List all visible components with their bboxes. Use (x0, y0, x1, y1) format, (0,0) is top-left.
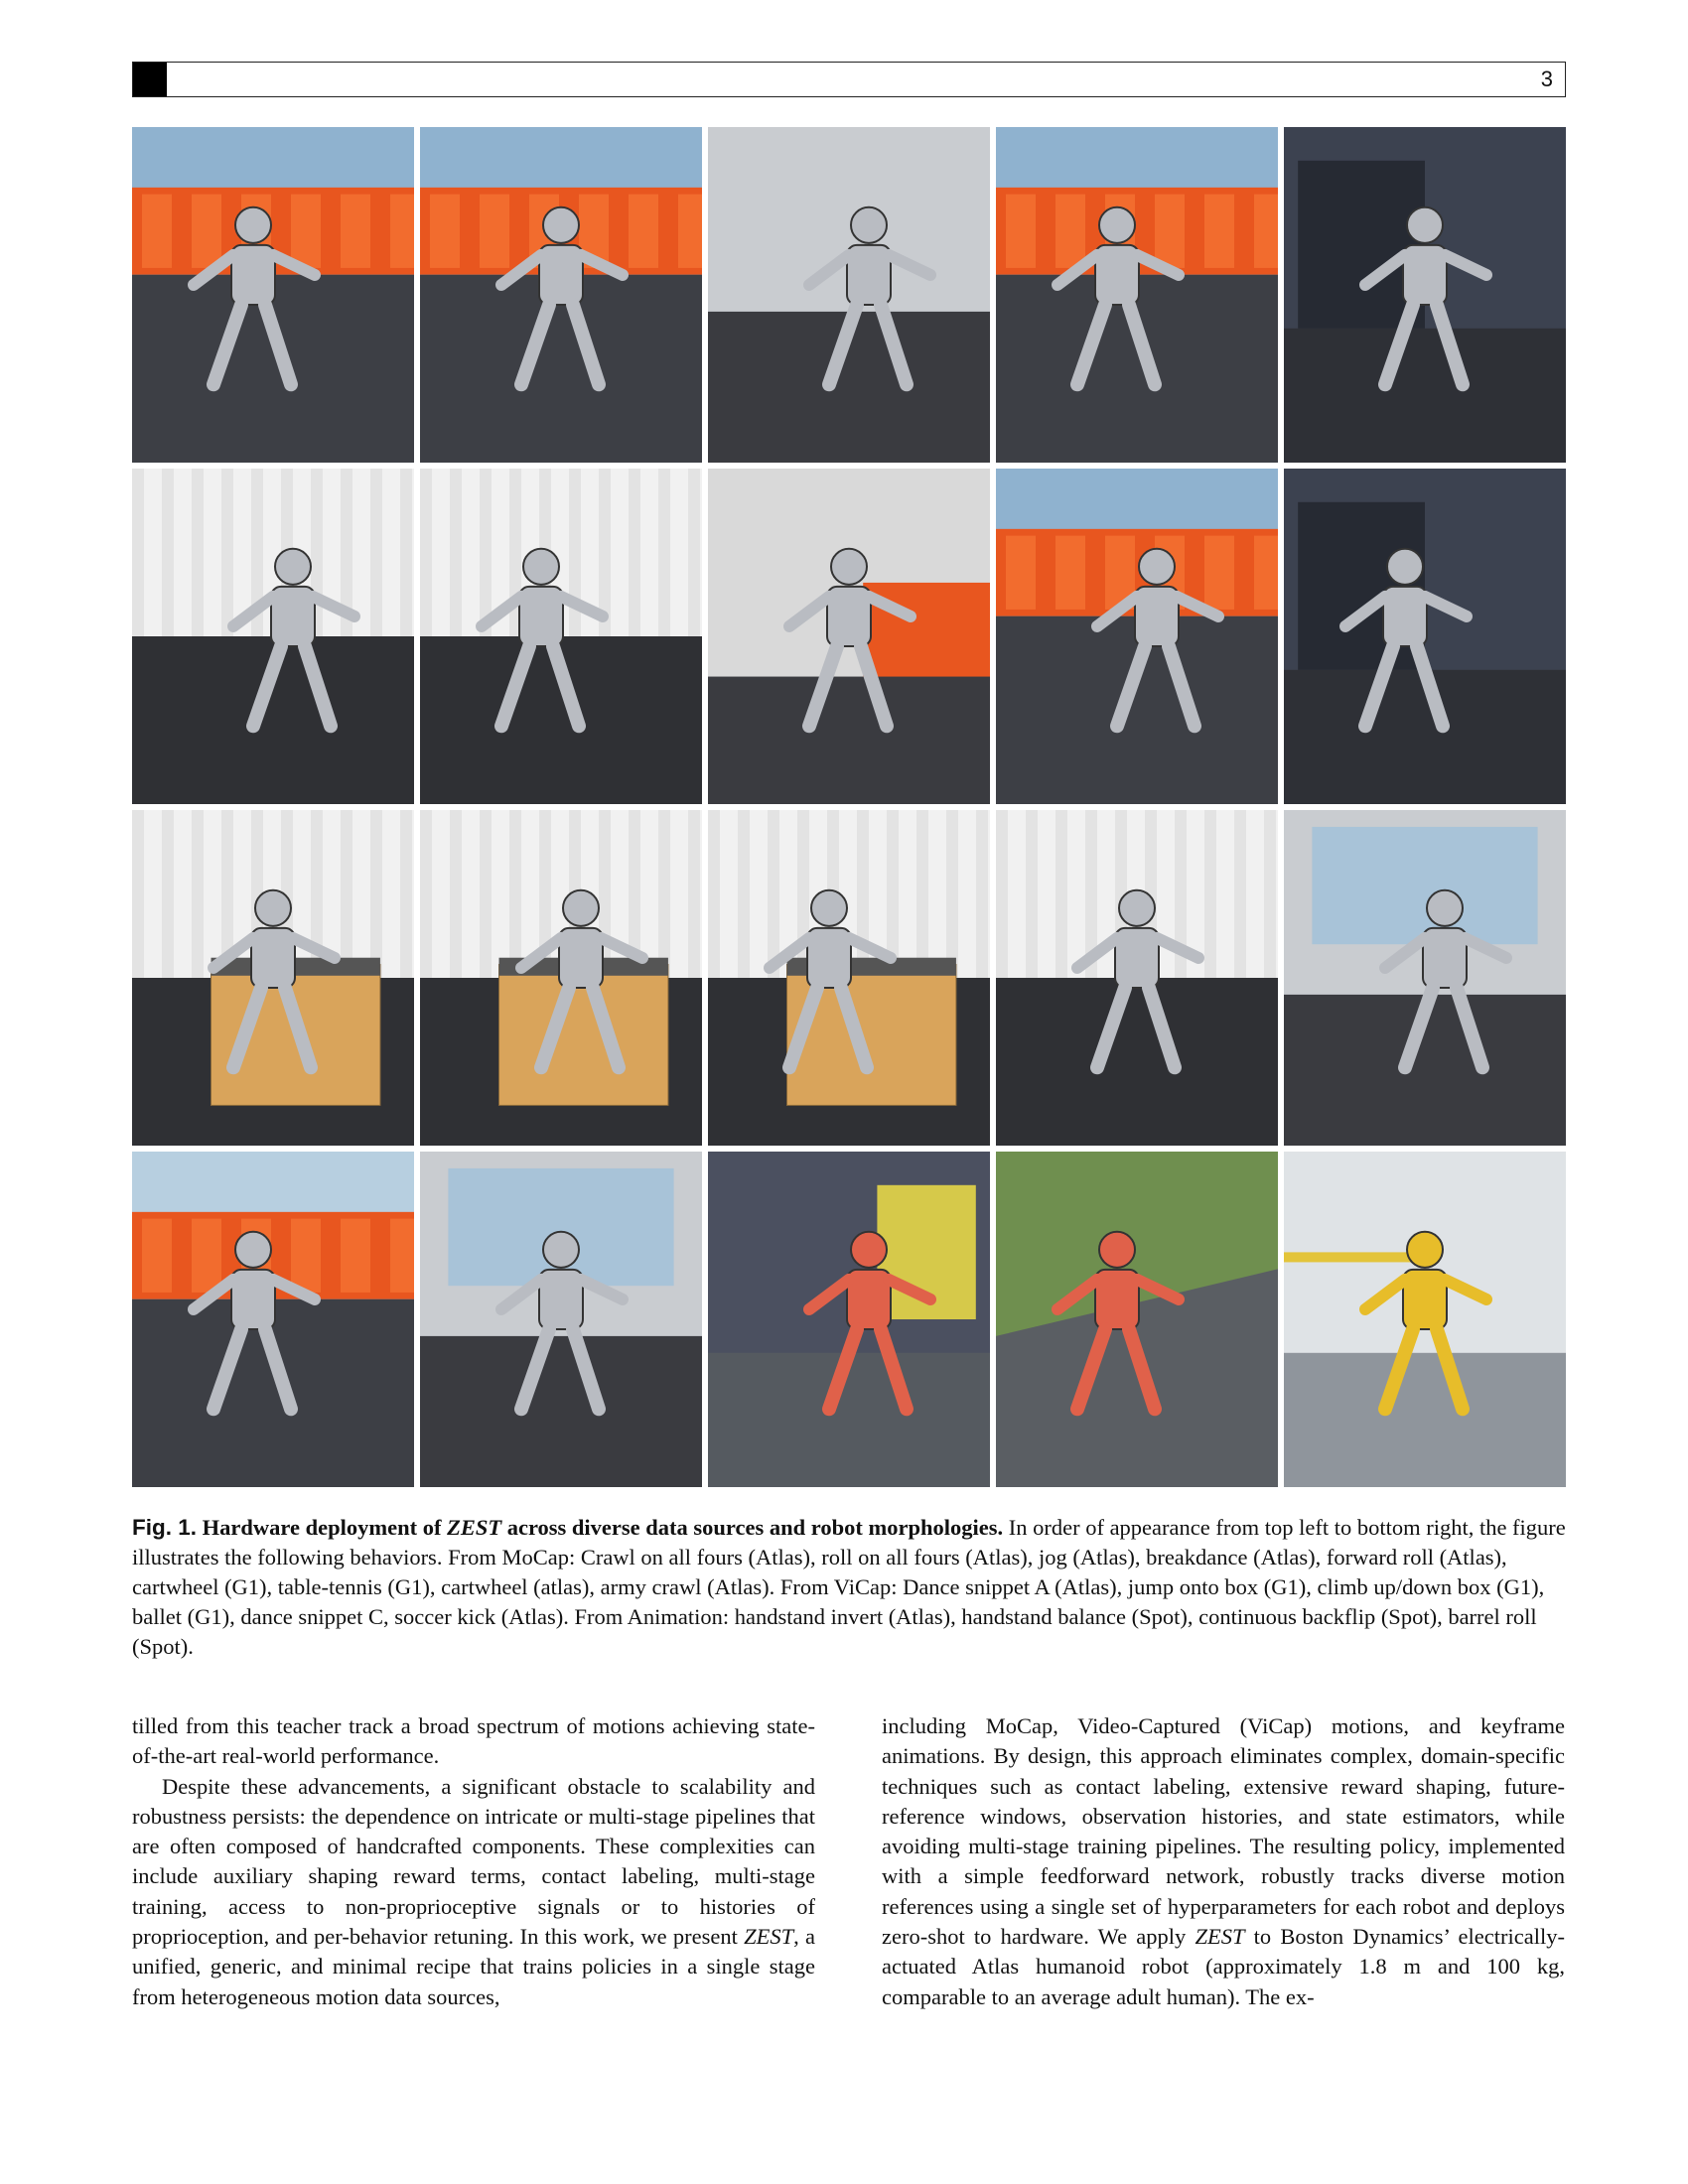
robot-photo-image (132, 469, 414, 804)
robot-photo-image (708, 1152, 990, 1487)
figure-panel-2 (420, 127, 702, 463)
caption-label: Fig. 1. (132, 1515, 198, 1540)
figure-panel-7 (420, 469, 702, 804)
robot-photo-image (996, 810, 1278, 1146)
robot-photo-image (1284, 1152, 1566, 1487)
robot-photo-image (708, 127, 990, 463)
right-text-column (882, 1711, 1565, 2012)
figure-panel-5 (1284, 127, 1566, 463)
caption-title-post: across diverse data sources and robot morphologies. (501, 1515, 1004, 1540)
figure-panel-8 (708, 469, 990, 804)
caption-title-pre: Hardware deployment of (202, 1515, 448, 1540)
figure-panel-11 (132, 810, 414, 1146)
figure-panel-20 (1284, 1152, 1566, 1487)
right-paragraph-1 (882, 1711, 1565, 2012)
figure-1-photo-grid (132, 127, 1566, 1487)
caption-body: In order of appearance from top left to bottom right, the figure illustrates the following behaviors. From MoCap: Crawl on all fours (Atlas), roll on all fours (Atlas), jog (Atlas), breakdance (Atlas), forward roll (Atlas), cartwheel (G1), table-tennis (G1), cartwheel (atlas), army crawl (Atlas). From ViCap: Dance snippet A (Atlas), jump onto box (G1), climb up/down box (G1), ballet (G1), dance snippet C, soccer kick (Atlas). From Animation: handstand invert (Atlas), handstand balance (Spot), continuous backflip (Spot), barrel roll (Spot). (132, 1515, 1566, 1659)
figure-panel-18 (708, 1152, 990, 1487)
figure-panel-12 (420, 810, 702, 1146)
robot-photo-image (420, 1152, 702, 1487)
robot-photo-image (996, 469, 1278, 804)
robot-photo-image (996, 1152, 1278, 1487)
page-number: 3 (1540, 67, 1553, 91)
figure-panel-17 (420, 1152, 702, 1487)
figure-panel-19 (996, 1152, 1278, 1487)
right-p1-zest: ZEST (1195, 1924, 1245, 1950)
figure-panel-3 (708, 127, 990, 463)
robot-photo-image (708, 810, 990, 1146)
header-black-block (133, 63, 167, 96)
figure-panel-6 (132, 469, 414, 804)
figure-panel-4 (996, 127, 1278, 463)
robot-photo-image (1284, 810, 1566, 1146)
robot-photo-image (420, 469, 702, 804)
robot-photo-image (1284, 127, 1566, 463)
right-p1-part-a: including MoCap, Video-Captured (ViCap) motions, and keyframe animations. By design, this approach eliminates complex, domain-specific techniques such as contact labeling, extensive reward shaping, future-reference windows, observation histories, and state estimators, while avoiding multi-stage training pipelines. The resulting policy, implemented with a simple feedforward network, robustly tracks diverse motion references using a single set of hyperparameters for each robot and deploys zero-shot to hardware. We apply (882, 1713, 1565, 1950)
robot-photo-image (1284, 469, 1566, 804)
caption-title-zest: ZEST (447, 1515, 502, 1540)
left-paragraph-2 (132, 1772, 815, 2012)
figure-panel-13 (708, 810, 990, 1146)
left-p2-part-b: , a unified, generic, and minimal recipe that trains policies in a single stage from heterogeneous motion data sources, (132, 1924, 815, 2009)
robot-photo-image (708, 469, 990, 804)
figure-panel-16 (132, 1152, 414, 1487)
left-p2-zest: ZEST (744, 1924, 794, 1950)
left-paragraph-1: tilled from this teacher track a broad spectrum of motions achieving state-of-the-art real-world performance. (132, 1713, 815, 1769)
figure-panel-9 (996, 469, 1278, 804)
left-text-column (132, 1711, 815, 2012)
running-header (132, 62, 1566, 97)
figure-panel-10 (1284, 469, 1566, 804)
figure-panel-15 (1284, 810, 1566, 1146)
robot-photo-image (132, 1152, 414, 1487)
left-p2-part-a: Despite these advancements, a significant obstacle to scalability and robustness persists: the dependence on intricate or multi-stage pipelines that are often composed of handcrafted components. These complexities can include auxiliary shaping reward terms, contact labeling, multi-stage training, access to non-proprioceptive signals or to histories of proprioception, and per-behavior retuning. In this work, we present (132, 1773, 815, 1950)
robot-photo-image (132, 810, 414, 1146)
figure-caption (132, 1513, 1566, 1662)
figure-panel-1 (132, 127, 414, 463)
figure-panel-14 (996, 810, 1278, 1146)
right-p1-part-b: to Boston Dynamics’ electrically-actuated Atlas humanoid robot (approximately 1.8 m and 100 kg, comparable to an average adult human). The ex- (882, 1924, 1565, 2009)
robot-photo-image (420, 127, 702, 463)
robot-photo-image (132, 127, 414, 463)
robot-photo-image (996, 127, 1278, 463)
robot-photo-image (420, 810, 702, 1146)
caption-title (203, 1515, 1003, 1540)
